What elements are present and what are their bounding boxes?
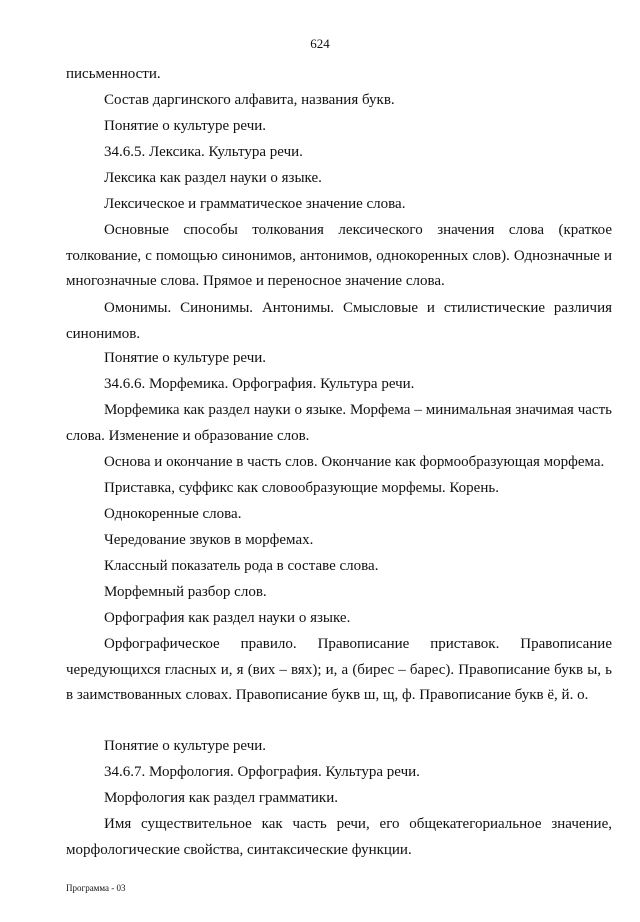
section-heading-34-6-5: 34.6.5. Лексика. Культура речи. xyxy=(104,144,303,160)
paragraph-11: Морфемика как раздел науки о языке. Морфема – минимальная значимая часть слова. Изменение и образование слов. xyxy=(66,402,612,444)
paragraph-22: Морфология как раздел грамматики. xyxy=(104,790,339,806)
footer-label: Программа - 03 xyxy=(66,883,126,893)
paragraph-13: Приставка, суффикс как словообразующие морфемы. Корень. xyxy=(104,480,499,496)
paragraph-12: Основа и окончание в часть слов. Окончание как формообразующая морфема. xyxy=(104,454,605,470)
paragraph-5: Лексика как раздел науки о языке. xyxy=(104,170,322,186)
paragraph-20: Понятие о культуре речи. xyxy=(104,738,267,754)
paragraph-17: Морфемный разбор слов. xyxy=(104,584,267,600)
paragraph-23: Имя существительное как часть речи, его общекатегориальное значение, морфологические свойства, синтаксические функции. xyxy=(66,816,612,858)
paragraph-3: Понятие о культуре речи. xyxy=(104,118,267,134)
paragraph-9: Понятие о культуре речи. xyxy=(104,350,267,366)
section-heading-34-6-6: 34.6.6. Морфемика. Орфография. Культура речи. xyxy=(104,376,415,392)
paragraph-14: Однокоренные слова. xyxy=(104,506,242,522)
paragraph-7: Основные способы толкования лексического значения слова (краткое толкование, с помощью синонимов, антонимов, однокоренных слов). Однозначные и многозначные слова. Прямое и переносное значение слова. xyxy=(66,222,612,289)
paragraph-2: Состав даргинского алфавита, названия букв. xyxy=(104,92,395,108)
paragraph-19: Орфографическое правило. Правописание приставок. Правописание чередующихся гласных и, я (вих – вях); и, а (бирес – барес). Правописание букв ы, ь в заимствованных словах. Правописание букв ш, щ, ф. Правописание букв ё, й. о. xyxy=(66,636,612,703)
paragraph-16: Классный показатель рода в составе слова. xyxy=(104,558,379,574)
section-heading-34-6-7: 34.6.7. Морфология. Орфография. Культура речи. xyxy=(104,764,420,780)
paragraph-1: письменности. xyxy=(66,66,161,82)
paragraph-18: Орфография как раздел науки о языке. xyxy=(104,610,351,626)
page-number: 624 xyxy=(310,36,330,51)
paragraph-8: Омонимы. Синонимы. Антонимы. Смысловые и стилистические различия синонимов. xyxy=(66,300,612,342)
paragraph-6: Лексическое и грамматическое значение слова. xyxy=(104,196,406,212)
paragraph-15: Чередование звуков в морфемах. xyxy=(104,532,314,548)
